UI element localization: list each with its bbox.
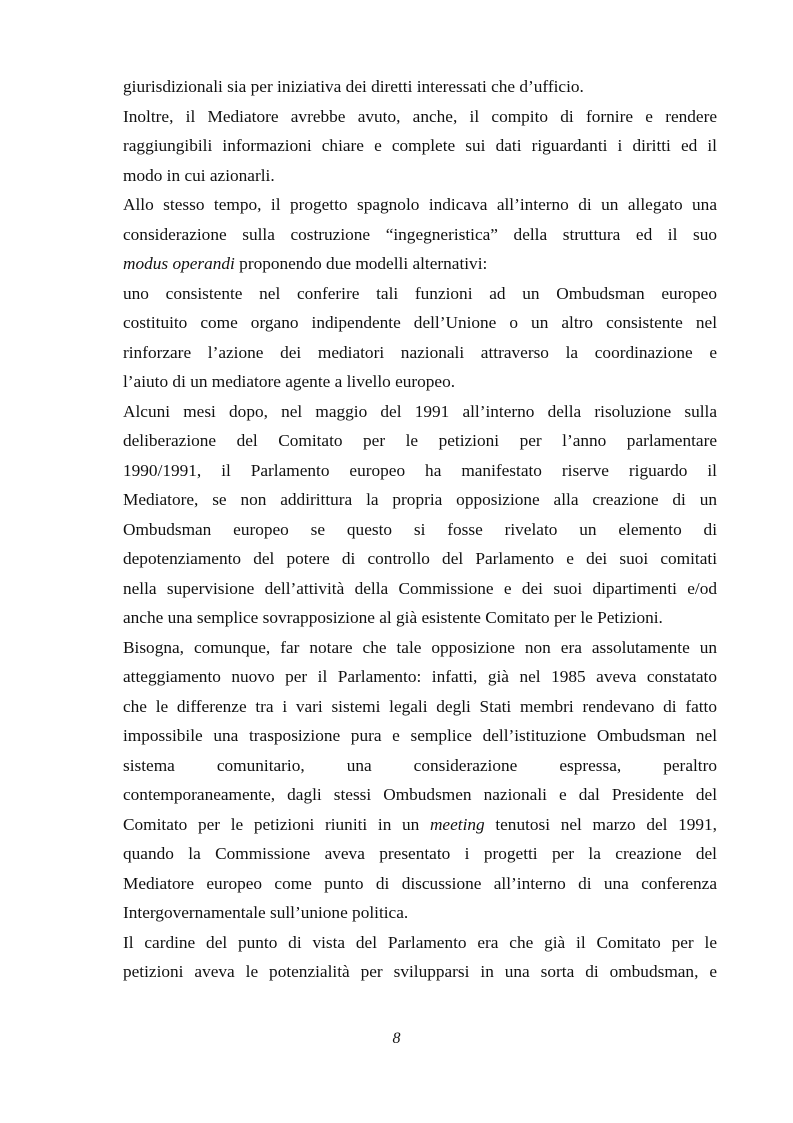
text-line: [123, 249, 717, 279]
text-line: l’aiuto di un mediatore agente a livello europeo.: [123, 372, 456, 391]
text-line: considerazione sulla costruzione “ingegneristica” della struttura ed il suo: [123, 224, 717, 244]
paragraph: [123, 72, 717, 102]
text-line: deliberazione del Comitato per le petizioni per l’anno parlamentare: [123, 431, 717, 450]
text-line: Mediatore europeo come punto di discussione all’interno di una conferenza: [123, 873, 717, 893]
text-line: costituito come organo indipendente dell’Unione o un altro consistente nel: [123, 313, 717, 332]
text-line: Allo stesso tempo, il progetto spagnolo indicava all’interno di un allegato una: [123, 195, 717, 214]
paragraph: [123, 928, 717, 987]
italic-term: modus operandi: [123, 254, 235, 273]
paragraph: [123, 397, 717, 633]
text-line: 1990/1991, il Parlamento europeo ha manifestato riserve riguardo il: [123, 460, 717, 480]
text-line: Ombudsman europeo se questo si fosse rivelato un elemento di: [123, 519, 717, 539]
text-line: petizioni aveva le potenzialità per svilupparsi in una sorta di ombudsman, e: [123, 962, 717, 981]
italic-term: meeting: [429, 814, 485, 834]
text-line: Il cardine del punto di vista del Parlamento era che già il Comitato per le: [123, 932, 717, 952]
text-line: Bisogna, comunque, far notare che tale opposizione non era assolutamente un: [123, 637, 717, 657]
text-line: contemporaneamente, dagli stessi Ombudsmen nazionali e dal Presidente del: [123, 785, 717, 804]
text-line: anche una semplice sovrapposizione al già esistente Comitato per le Petizioni.: [123, 608, 663, 627]
text-line: Inoltre, il Mediatore avrebbe avuto, anche, il compito di fornire e rendere: [123, 106, 717, 126]
paragraph: [123, 102, 717, 191]
text-line: impossibile una trasposizione pura e semplice dell’istituzione Ombudsman nel: [123, 726, 717, 745]
text-line: raggiungibili informazioni chiare e complete sui dati riguardanti i diritti ed il: [123, 136, 717, 155]
text-line: uno consistente nel conferire tali funzioni ad un Ombudsman europeo: [123, 283, 717, 303]
text-line: modo in cui azionarli.: [123, 165, 275, 185]
text-line: Alcuni mesi dopo, nel maggio del 1991 all’interno della risoluzione sulla: [123, 401, 717, 421]
text-line: depotenziamento del potere di controllo del Parlamento e dei suoi comitati: [123, 549, 717, 568]
text-line: che le differenze tra i vari sistemi legali degli Stati membri rendevano di fatto: [123, 696, 717, 716]
text-fragment: Comitato per le petizioni riuniti in un: [123, 814, 430, 834]
paragraph: [123, 633, 717, 928]
text-line: quando la Commissione aveva presentato i progetti per la creazione del: [123, 844, 717, 863]
text-line: Intergovernamentale sull’unione politica.: [123, 903, 409, 922]
paragraph: [123, 190, 717, 279]
text-line: giurisdizionali sia per iniziativa dei diretti interessati che d’ufficio.: [123, 77, 584, 96]
text-fragment: proponendo due modelli alternativi:: [234, 254, 488, 273]
paragraph: [123, 279, 717, 397]
text-line: atteggiamento nuovo per il Parlamento: infatti, già nel 1985 aveva constatato: [123, 667, 717, 686]
text-line: nella supervisione dell’attività della Commissione e dei suoi dipartimenti e/od: [123, 578, 717, 598]
page-number: 8: [392, 1030, 401, 1047]
text-fragment: tenutosi nel marzo del 1991,: [484, 814, 717, 834]
text-line: rinforzare l’azione dei mediatori nazionali attraverso la coordinazione e: [123, 342, 717, 362]
text-line: Mediatore, se non addirittura la propria opposizione alla creazione di un: [123, 490, 717, 509]
body-text: [123, 72, 717, 987]
text-line: sistema comunitario, una considerazione espressa, peraltro: [123, 755, 717, 775]
text-line: [123, 810, 717, 840]
